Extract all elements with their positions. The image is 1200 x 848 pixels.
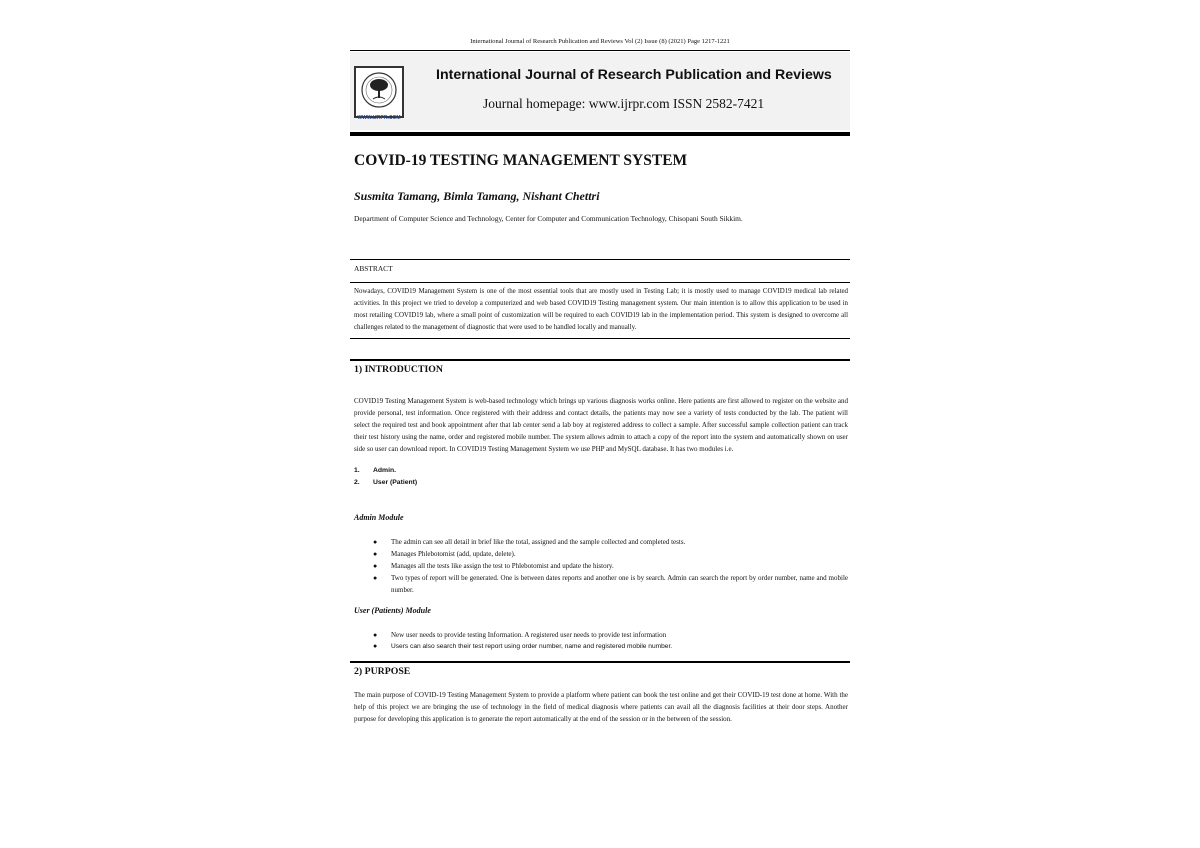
list-number: 1. [354, 467, 360, 474]
banner-rule [350, 132, 850, 136]
list-label: Admin. [373, 467, 397, 474]
abstract-top-rule [350, 259, 850, 260]
journal-banner [350, 52, 850, 130]
abstract-label: ABSTRACT [354, 264, 393, 273]
bullet-icon: ● [373, 643, 378, 650]
introduction-text: COVID19 Testing Management System is web-based technology which brings up various diagnosis works online. Here patients are first allowed to register on the website and provide personal, test information. Once registered with their address and contact details, the patients may now see a variety of tests conducted by the lab. The patient will select the required test and book appointment after that lab center send a lab boy at registered address to collect a sample. After successful sample collection patient can track their test history using the name, order and registered mobile number. The system allows admin to attach a copy of the report into the system and automatically shown on user side so user can download report. In COVID19 Testing Management System we use PHP and MySQL database. It has two modules i.e. [354, 397, 848, 453]
list-item [373, 572, 848, 596]
abstract-bottom-rule [350, 338, 850, 339]
section-heading-purpose: 2) PURPOSE [354, 666, 411, 677]
header-divider [350, 50, 850, 51]
list-item [373, 641, 848, 653]
affiliation: Department of Computer Science and Technology, Center for Computer and Communication Technology, Chisopani South Sikkim. [354, 214, 743, 223]
user-module-heading: User (Patients) Module [354, 606, 431, 615]
bullet-text: Two types of report will be generated. One is between dates reports and another one is by search. Admin can search the report by order number, name and mobile number. [391, 574, 848, 594]
abstract-label-rule [350, 282, 850, 283]
list-item [373, 548, 848, 560]
list-item [373, 560, 848, 572]
running-header: International Journal of Research Publication and Reviews Vol (2) Issue (8) (2021) Page 1217-1221 [470, 38, 730, 45]
tree-icon [356, 68, 402, 116]
list-item [373, 629, 848, 641]
list-number: 2. [354, 479, 360, 486]
abstract-text: Nowadays, COVID19 Management System is one of the most essential tools that are mostly used in Testing Lab; it is mostly used to manage COVID19 medical lab related activities. In this project we tried to develop a computerized and web based COVID19 Testing management system. Our main intention is to allow this application to be used in most retailing COVID19 lab, where a small point of customization will be required to each COVID19 lab in the implementation period. This system is designed to overcome all challenges related to the management of diagnostic that were used to be handled locally and manually. [354, 288, 848, 331]
bullet-icon: ● [373, 631, 378, 639]
list-item [373, 536, 848, 548]
journal-logo [354, 66, 404, 118]
section-heading-introduction: 1) INTRODUCTION [354, 364, 443, 375]
admin-module-heading: Admin Module [354, 513, 404, 522]
module-list-item [354, 467, 396, 474]
bullet-icon: ● [373, 550, 378, 558]
authors: Susmita Tamang, Bimla Tamang, Nishant Chettri [354, 189, 600, 203]
bullet-icon: ● [373, 538, 378, 546]
bullet-icon: ● [373, 574, 378, 582]
logo-caption: WWW.IJRPR.COM [357, 115, 401, 121]
bullet-text: Manages all the tests like assign the test to Phlebotomist and update the history. [391, 562, 614, 570]
bullet-text: New user needs to provide testing Information. A registered user needs to provide test information [391, 631, 667, 639]
module-list-item [354, 479, 417, 486]
purpose-text: The main purpose of COVID-19 Testing Management System to provide a platform where patient can book the test online and get their COVID-19 test done at home. With the help of this project we are bringing the use of technology in the field of medical diagnosis where patients can avail all the diagnosis facilities at their door steps. Another purpose for developing this application is to generate the report automatically at the end of the session or in the between of the session. [354, 691, 848, 723]
journal-name: International Journal of Research Publication and Reviews [436, 67, 832, 83]
intro-rule [350, 359, 850, 361]
journal-homepage[interactable]: Journal homepage: www.ijrpr.com ISSN 2582-7421 [483, 96, 765, 111]
purpose-rule [350, 661, 850, 663]
paper-title: COVID-19 TESTING MANAGEMENT SYSTEM [354, 152, 688, 169]
list-label: User (Patient) [373, 479, 418, 486]
bullet-icon: ● [373, 562, 378, 570]
bullet-text: Manages Phlebotomist (add, update, delete). [391, 550, 516, 558]
bullet-text: The admin can see all detail in brief like the total, assigned and the sample collected and completed tests. [391, 538, 686, 546]
bullet-text: Users can also search their test report using order number, name and registered mobile number. [391, 643, 673, 650]
